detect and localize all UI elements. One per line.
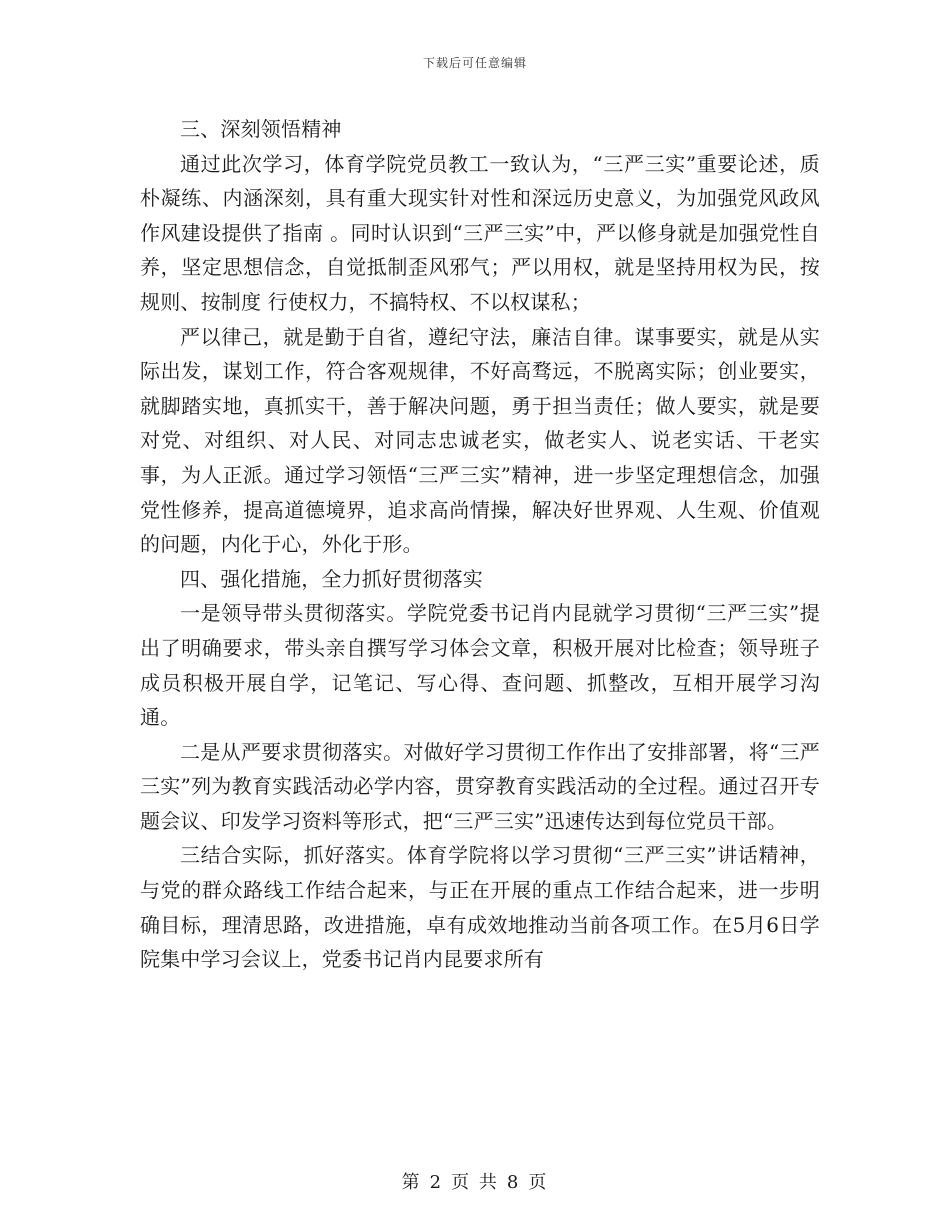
paragraph: 严以律己，就是勤于自省，遵纪守法，廉洁自律。谋事要实，就是从实际出发，谋划工作，符合客观规律，不好高骛远，不脱离实际；创业要实，就脚踏实地，真抓实干，善于解决问题，勇于担当责任；做人要实，就是要对党、对组织、对人民、对同志忠诚老实，做老实人、说老实话、干老实事，为人正派。通过学习领悟“三严三实”精神，进一步坚定理想信念，加强党性修养，提高道德境界，追求高尚情操，解决好世界观、人生观、价值观的问题，内化于心，外化于形。 xyxy=(140,324,820,557)
footer-prefix: 第 xyxy=(401,1172,422,1193)
paragraph: 一是领导带头贯彻落实。学院党委书记肖内昆就学习贯彻“三严三实”提出了明确要求，带头亲自撰写学习体会文章，积极开展对比检查；领导班子成员积极开展自学，记笔记、写心得、查问题、抓整改，互相开展学习沟通。 xyxy=(140,601,820,730)
footer-suffix: 页 xyxy=(528,1172,549,1193)
section-heading: 四、强化措施，全力抓好贯彻落实 xyxy=(180,566,483,591)
document-body xyxy=(140,112,820,977)
paragraph: 三结合实际，抓好落实。体育学院将以学习贯彻“三严三实”讲话精神，与党的群众路线工作结合起来，与正在开展的重点工作结合起来，进一步明确目标，理清思路，改进措施，卓有成效地推动当前各项工作。在5月6日学院集中学习会议上，党委书记肖内昆要求所有 xyxy=(140,843,820,972)
paragraph: 通过此次学习，体育学院党员教工一致认为，“三严三实”重要论述，质朴凝练、内涵深刻，具有重大现实针对性和深远历史意义，为加强党风政风作风建设提供了指南 。同时认识到“三严三实”中，严以修身就是加强党性自养，坚定思想信念，自觉抵制歪风邪气；严以用权，就是坚持用权为民，按规则、按制度 行使权力，不搞特权、不以权谋私； xyxy=(140,151,820,314)
footer-total-pages: 8 xyxy=(506,1172,521,1193)
paragraph: 二是从严要求贯彻落实。对做好学习贯彻工作作出了安排部署，将“三严三实”列为教育实践活动必学内容，贯穿教育实践活动的全过程。通过召开专题会议、印发学习资料等形式，把“三严三实”迅速传达到每位党员干部。 xyxy=(140,739,820,833)
page-footer xyxy=(0,1168,950,1194)
footer-page-number: 2 xyxy=(429,1172,444,1193)
header-note: 下载后可任意编辑 xyxy=(422,56,527,70)
section-heading: 三、深刻领悟精神 xyxy=(180,117,342,141)
footer-middle: 页 共 xyxy=(451,1172,499,1193)
